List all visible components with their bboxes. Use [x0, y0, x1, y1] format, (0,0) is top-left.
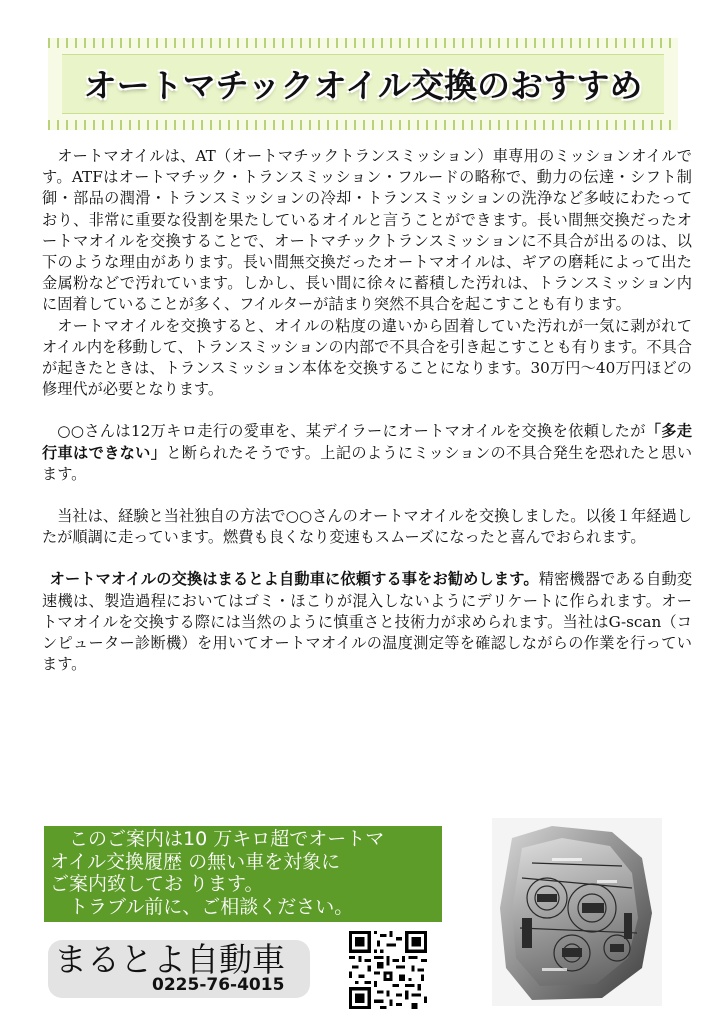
story-text-after: と断られたそうです。上記のようにミッションの不具合発生を恐れたと思います。	[42, 443, 693, 483]
title-banner	[48, 38, 678, 130]
notice-line: オイル交換履歴 の無い車を対象に	[50, 850, 341, 873]
paragraph-company-result: 当社は、経験と当社独自の方法で○○さんのオートマオイルを交換しました。以後１年経過したが順調に走っています。燃費も良くなり変速もスムーズになったと喜んでおられます。	[42, 507, 692, 547]
transmission-photo	[492, 818, 662, 1006]
recommendation-text: 精密機器である自動変速機は、製造過程においてはゴミ・ほこりが混入しないようにデリケートに作られます。オートマオイルを交換する際には当然のように慎重さと技術力が求められます。当社はG-scan（コンピューター診断機）を用いてオートマオイルの温度測定等を確認しながらの作業を行っています。	[42, 570, 693, 674]
banner-ruler-bottom	[48, 120, 678, 130]
story-quote: 「多走行車はできない」	[42, 422, 692, 462]
qr-code-icon[interactable]	[349, 931, 427, 1009]
banner-ruler-top	[48, 38, 678, 48]
notice-line: トラブル前に、ご相談ください。	[50, 895, 354, 918]
notice-line: ご案内致してお ります。	[50, 873, 264, 895]
company-phone: 0225-76-4015	[152, 975, 285, 995]
notice-line: このご案内は10 万キロ超でオートマ	[50, 828, 385, 850]
paragraph-atf-intro: オートマオイルは、AT（オートマチックトランスミッション）車専用のミッションオイルです。ATFはオートマチック・トランスミッション・フルードの略称で、動力の伝達・シフト制御・部品の潤滑・トランスミッションの冷却・トランスミッションの洗浄など多岐にわたっており、非常に重要な役割を果たしているオイルと言うことができます。長い間無交換だったオートマオイルを交換することで、オートマチックトランスミッションに不具合が出るのは、以下のような理由があります。長い間無交換だったオートマオイルは、ギアの磨耗によって出た金属粉などで汚れています。しかし、長い間に徐々に蓄積した汚れは、トランスミッション内に固着していることが多く、フイルターが詰まり突然不具合を起こすことも有ります。	[42, 147, 692, 314]
story-text-before: ○○さんは12万キロ走行の愛車を、某デイラーにオートマオイルを交換を依頼したが	[57, 422, 646, 441]
page-title: オートマチックオイル交換のおすすめ	[83, 66, 643, 105]
paragraph-oil-change-risk: オートマオイルを交換すると、オイルの粘度の違いから固着していた汚れが一気に剥がれてオイル内を移動して、トランスミッションの内部で不具合を引き起こすことも有ります。不具合が起きたときは、トランスミッション本体を交換することになります。30万円～40万円ほどの修理代が必要となります。	[42, 316, 692, 399]
paragraph-customer-story	[42, 421, 692, 485]
notice-box	[44, 826, 442, 922]
paragraph-recommendation	[42, 569, 692, 675]
article-body	[42, 146, 692, 675]
company-badge	[48, 940, 310, 998]
company-name: まるとよ自動車	[54, 940, 285, 979]
recommendation-headline: オートマオイルの交換はまるとよ自動車に依頼する事をお勧めします。	[49, 570, 539, 589]
